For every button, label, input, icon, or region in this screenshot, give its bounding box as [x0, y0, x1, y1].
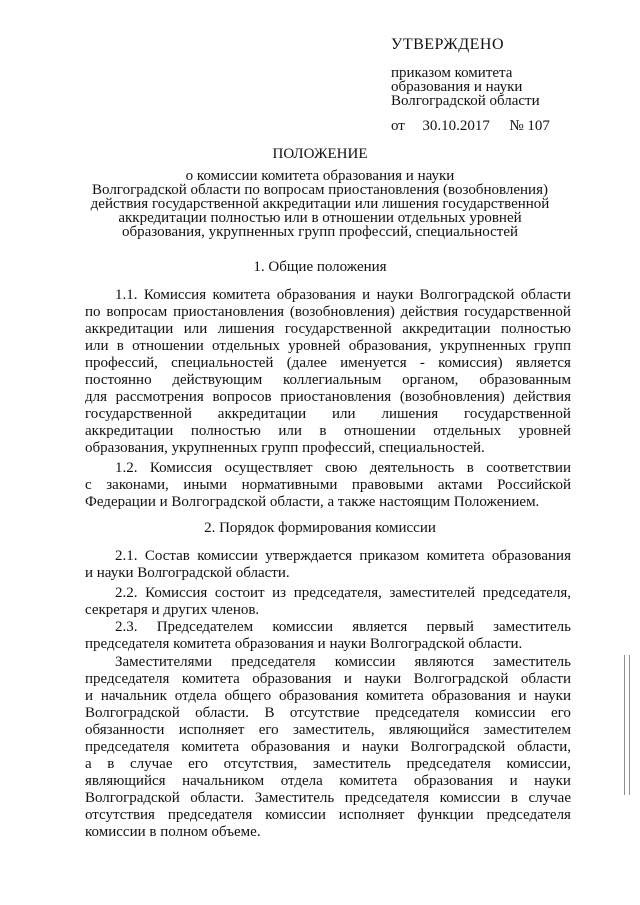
paragraph-line: с законами, иными нормативными правовыми актами Российской: [85, 477, 571, 493]
subtitle-line: о комиссии комитета образования и науки: [185, 168, 455, 184]
paragraph-2-1: [85, 548, 571, 582]
paragraph-line: и науки Волгоградской области.: [85, 565, 290, 581]
paragraph-line: Волгоградской области. В отсутствие председателя комиссии его: [85, 705, 571, 721]
paragraph-2-4: [85, 654, 571, 841]
section-2-title: 2. Порядок формирования комиссии: [204, 520, 436, 536]
paragraph-line: Заместителями председателя комиссии являются заместитель: [115, 654, 571, 670]
approval-issuer: [391, 66, 540, 108]
paragraph-line: 1.2. Комиссия осуществляет свою деятельность в соответствии: [115, 460, 571, 476]
paragraph-2-3: [85, 619, 571, 653]
paragraph-line: 1.1. Комиссия комитета образования и науки Волгоградской области: [115, 287, 571, 303]
order-reference: [391, 118, 550, 135]
section-1-title: 1. Общие положения: [253, 259, 387, 275]
paragraph-2-2: [85, 585, 571, 619]
paragraph-line: по вопросам приостановления (возобновления) действия государственной: [85, 304, 571, 320]
approval-issuer-line: приказом комитета: [391, 65, 513, 81]
paragraph-line: для рассмотрения вопросов приостановления (возобновления) действия: [85, 389, 571, 405]
paragraph-line: аккредитации или лишения государственной аккредитации полностью: [85, 321, 571, 337]
paragraph-line: председателя комитета образования и науки Волгоградской области.: [85, 636, 523, 652]
document-title: ПОЛОЖЕНИЕ: [272, 146, 368, 162]
paragraph-line: 2.1. Состав комиссии утверждается приказом комитета образования: [115, 548, 571, 564]
approval-issuer-line: Волгоградской области: [391, 93, 540, 109]
scan-edge-mark: [624, 655, 630, 795]
paragraph-line: обязанности исполняет его заместитель, являющийся заместителем: [85, 722, 571, 738]
paragraph-1-2: [85, 460, 571, 511]
paragraph-line: постоянно действующим коллегиальным органом, образованным: [85, 372, 571, 388]
paragraph-line: 2.2. Комиссия состоит из председателя, заместителей председателя,: [115, 585, 571, 601]
subtitle-line: образования, укрупненных групп профессий, специальностей: [121, 224, 519, 240]
order-from-label: от: [391, 118, 405, 134]
subtitle-line: аккредитации полностью или в отношении отдельных уровней: [118, 210, 522, 226]
paragraph-line: секретаря и других членов.: [85, 602, 260, 618]
paragraph-line: аккредитации полностью или в отношении отдельных уровней: [85, 423, 571, 439]
paragraph-line: а в случае его отсутствия, заместитель председателя комиссии,: [85, 756, 571, 772]
paragraph-line: комиссии в полном объеме.: [85, 824, 261, 840]
document-subtitle: [0, 169, 640, 239]
paragraph-line: и начальник отдела общего образования комитета образования и науки: [85, 688, 571, 704]
paragraph-line: являющийся начальником отдела комитета образования и науки: [85, 773, 571, 789]
paragraph-line: 2.3. Председателем комиссии является первый заместитель: [115, 619, 571, 635]
paragraph-line: председателя комитета образования и науки Волгоградской области: [85, 671, 571, 687]
paragraph-line: Федерации и Волгоградской области, а также настоящим Положением.: [85, 494, 540, 510]
paragraph-line: или в отношении отдельных уровней образования, укрупненных групп: [85, 338, 571, 354]
paragraph-line: отсутствия председателя комиссии исполняет функции председателя: [85, 807, 571, 823]
approval-issuer-line: образования и науки: [391, 79, 523, 95]
order-number: № 107: [509, 118, 550, 134]
subtitle-line: Волгоградской области по вопросам приостановления (возобновления): [92, 182, 548, 198]
paragraph-line: председателя комитета образования и науки Волгоградской области,: [85, 739, 571, 755]
paragraph-line: профессий, специальностей (далее именуется - комиссия) является: [85, 355, 571, 371]
paragraph-1-1: [85, 287, 571, 457]
paragraph-line: образования, укрупненных групп профессий, специальностей.: [85, 440, 485, 456]
approval-stamp-title: УТВЕРЖДЕНО: [391, 36, 505, 53]
paragraph-line: государственной аккредитации или лишения государственной: [85, 406, 571, 422]
order-date: 30.10.2017: [422, 118, 490, 134]
paragraph-line: Волгоградской области. Заместитель председателя комиссии в случае: [85, 790, 571, 806]
subtitle-line: действия государственной аккредитации или лишения государственной: [90, 196, 550, 212]
